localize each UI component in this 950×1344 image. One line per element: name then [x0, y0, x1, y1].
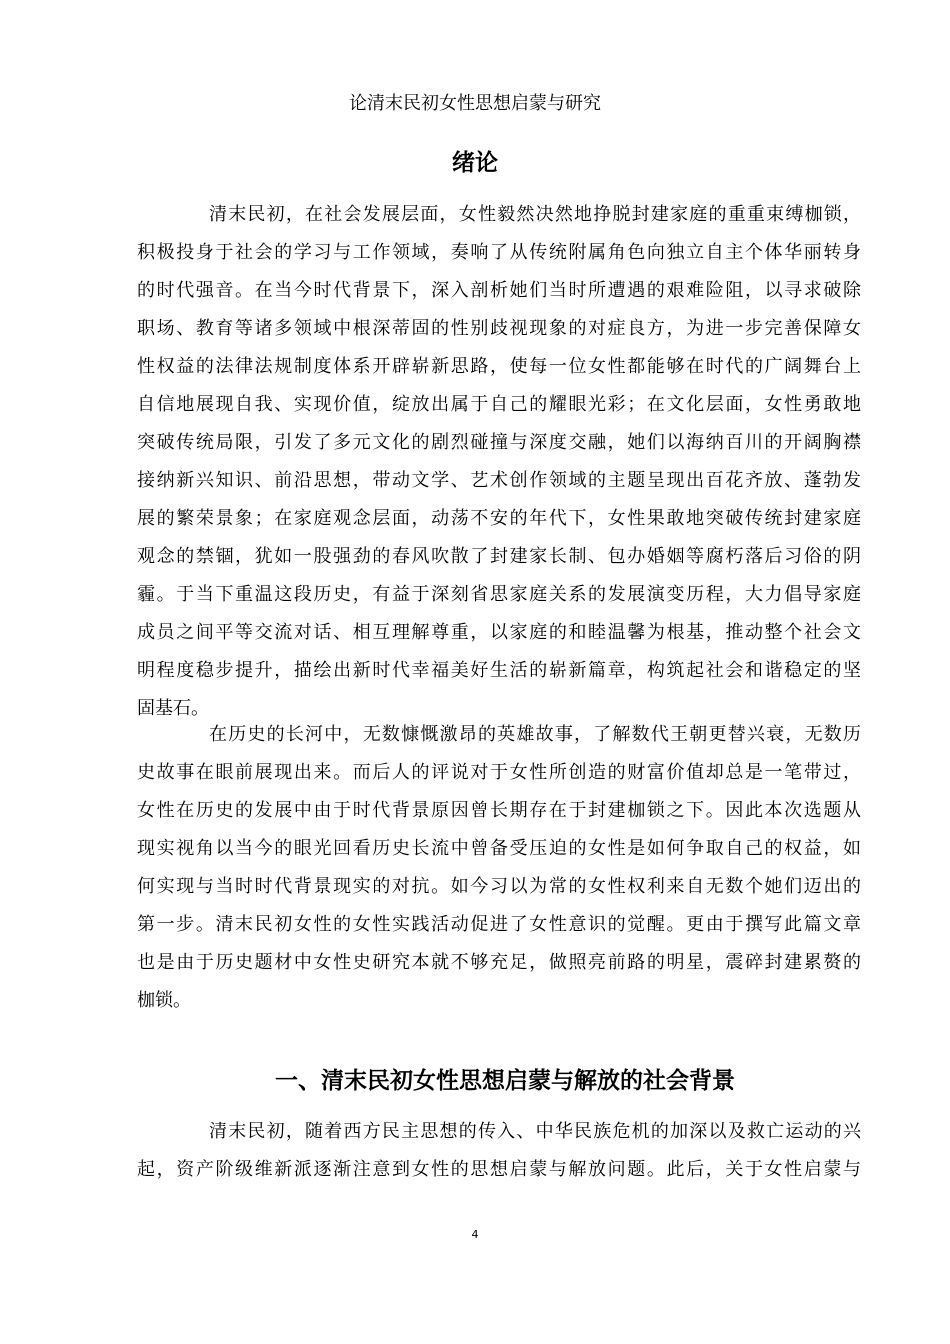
text-line: 霾。于当下重温这段历史，有益于深刻省思家庭关系的发展演变历程，大力倡导家庭 [137, 584, 861, 605]
text-line: 在历史的长河中，无数慷慨激昂的英雄故事，了解数代王朝更替兴衰，无数历 [209, 724, 861, 745]
text-line: 积极投身于社会的学习与工作领域，奏响了从传统附属角色向独立自主个体华丽转身 [137, 242, 861, 263]
text-line: 现实视角以当今的眼光回看历史长流中曾备受压迫的女性是如何争取自己的权益，如 [137, 838, 861, 859]
text-line: 枷锁。 [137, 990, 191, 1011]
text-line: 观念的禁锢，犹如一股强劲的春风吹散了封建家长制、包办婚姻等腐朽落后习俗的阴 [137, 546, 861, 567]
text-line: 何实现与当时时代背景现实的对抗。如今习以为常的女性权利来自无数个她们迈出的 [137, 876, 861, 897]
text-line: 明程度稳步提升，描绘出新时代幸福美好生活的崭新篇章，构筑起社会和谐稳定的坚 [137, 660, 861, 681]
text-line: 的时代强音。在当今时代背景下，深入剖析她们当时所遭遇的艰难险阻，以寻求破除 [137, 280, 861, 301]
running-header: 论清末民初女性思想启蒙与研究 [349, 93, 601, 114]
intro-paragraph-1 [137, 196, 861, 728]
text-line: 职场、教育等诸多领域中根深蒂固的性别歧视现象的对症良方，为进一步完善保障女 [137, 318, 861, 339]
section-1-paragraph-1 [137, 1113, 861, 1189]
page-number: 4 [471, 1228, 479, 1241]
text-line: 突破传统局限，引发了多元文化的剧烈碰撞与深度交融，她们以海纳百川的开阔胸襟 [137, 432, 861, 453]
text-line: 自信地展现自我、实现价值，绽放出属于自己的耀眼光彩；在文化层面，女性勇敢地 [137, 394, 861, 415]
text-line: 清末民初，在社会发展层面，女性毅然决然地挣脱封建家庭的重重束缚枷锁， [209, 204, 861, 225]
text-line: 清末民初，随着西方民主思想的传入、中华民族危机的加深以及救亡运动的兴 [209, 1121, 861, 1142]
text-line: 成员之间平等交流对话、相互理解尊重，以家庭的和睦温馨为根基，推动整个社会文 [137, 622, 861, 643]
text-line: 接纳新兴知识、前沿思想，带动文学、艺术创作领域的主题呈现出百花齐放、蓬勃发 [137, 470, 861, 491]
text-line: 性权益的法律法规制度体系开辟崭新思路，使每一位女性都能够在时代的广阔舞台上 [137, 356, 861, 377]
text-line: 史故事在眼前展现出来。而后人的评说对于女性所创造的财富价值却总是一笔带过， [137, 762, 861, 783]
text-line: 也是由于历史题材中女性史研究本就不够充足，做照亮前路的明星，震碎封建累赘的 [137, 952, 861, 973]
text-line: 固基石。 [137, 698, 209, 719]
text-line: 第一步。清末民初女性的女性实践活动促进了女性意识的觉醒。更由于撰写此篇文章 [137, 914, 861, 935]
intro-paragraph-2 [137, 716, 861, 1020]
text-line: 女性在历史的发展中由于时代背景原因曾长期存在于封建枷锁之下。因此本次选题从 [137, 800, 861, 821]
intro-heading: 绪论 [452, 150, 498, 176]
text-line: 展的繁荣景象；在家庭观念层面，动荡不安的年代下，女性果敢地突破传统封建家庭 [137, 508, 861, 529]
section-1-heading: 一、清末民初女性思想启蒙与解放的社会背景 [275, 1068, 735, 1094]
text-line: 起，资产阶级维新派逐渐注意到女性的思想启蒙与解放问题。此后，关于女性启蒙与 [137, 1159, 861, 1180]
